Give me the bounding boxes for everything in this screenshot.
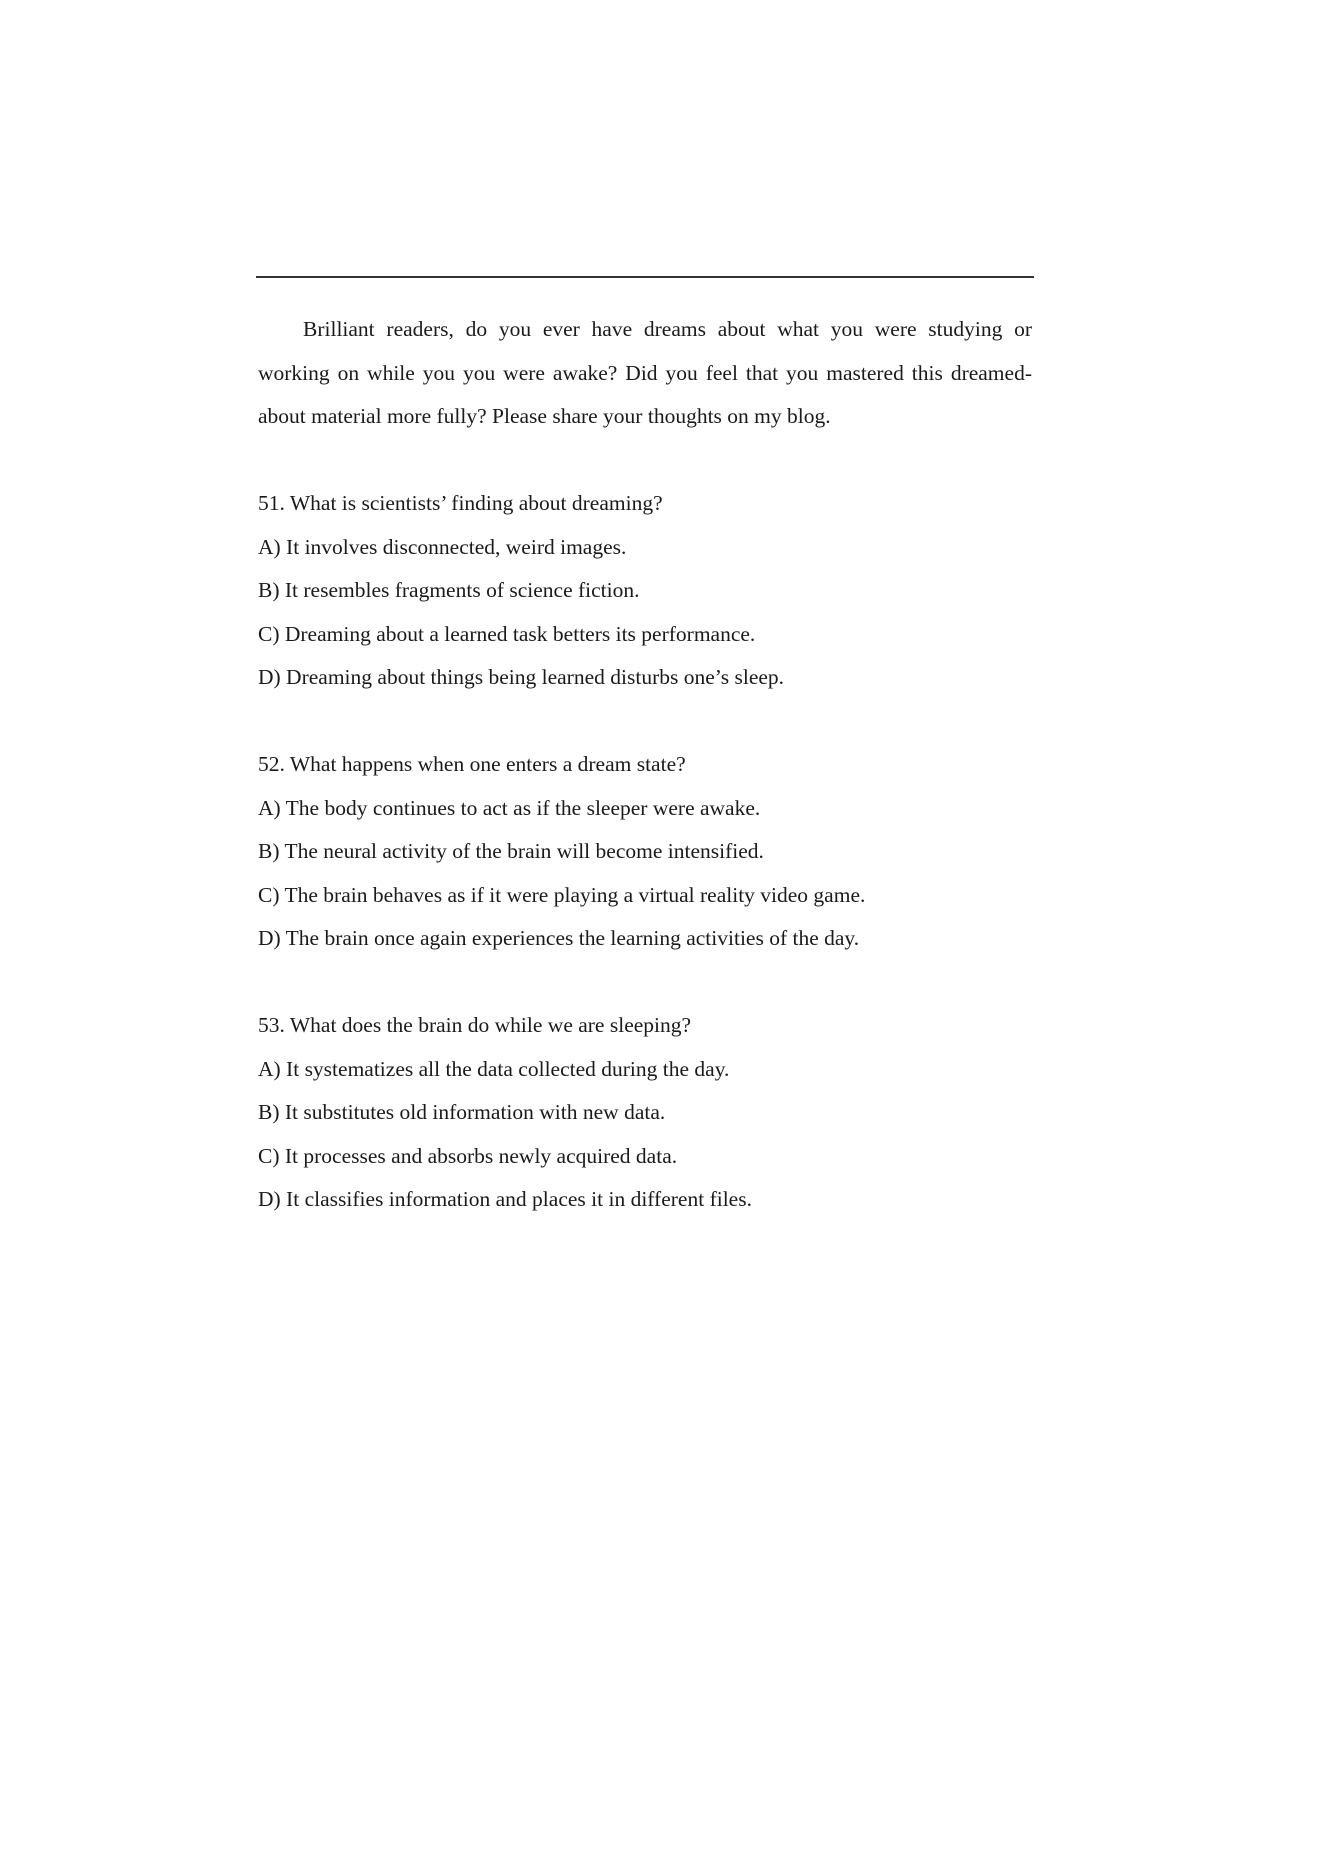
- page-content: [258, 308, 1032, 1222]
- question-stem: 51. What is scientists’ finding about dreaming?: [258, 491, 663, 515]
- option-a: A) It systematizes all the data collected during the day.: [258, 1056, 730, 1081]
- option-c: C) It processes and absorbs newly acquired data.: [258, 1143, 678, 1168]
- option-b: B) It resembles fragments of science fiction.: [258, 578, 640, 602]
- question-51: [258, 482, 1032, 700]
- option-c: C) Dreaming about a learned task betters its performance.: [258, 621, 756, 646]
- intro-paragraph: Brilliant readers, do you ever have dreams about what you were studying or working on while you you were awake? Did you feel that you mastered this dreamed-about material more fully? Please share your thoughts on my blog.: [258, 317, 1032, 428]
- question-52: [258, 743, 1032, 961]
- option-b: B) The neural activity of the brain will become intensified.: [258, 839, 764, 863]
- option-d: D) The brain once again experiences the learning activities of the day.: [258, 926, 860, 950]
- option-b: B) It substitutes old information with new data.: [258, 1100, 666, 1124]
- question-stem: 53. What does the brain do while we are sleeping?: [258, 1013, 692, 1037]
- option-d: D) Dreaming about things being learned disturbs one’s sleep.: [258, 665, 785, 689]
- question-53: [258, 1004, 1032, 1222]
- option-d: D) It classifies information and places it in different files.: [258, 1187, 752, 1211]
- question-stem: 52. What happens when one enters a dream state?: [258, 752, 686, 776]
- option-a: A) It involves disconnected, weird images.: [258, 534, 627, 559]
- header-divider: [256, 276, 1034, 278]
- option-c: C) The brain behaves as if it were playing a virtual reality video game.: [258, 882, 866, 907]
- option-a: A) The body continues to act as if the sleeper were awake.: [258, 795, 761, 820]
